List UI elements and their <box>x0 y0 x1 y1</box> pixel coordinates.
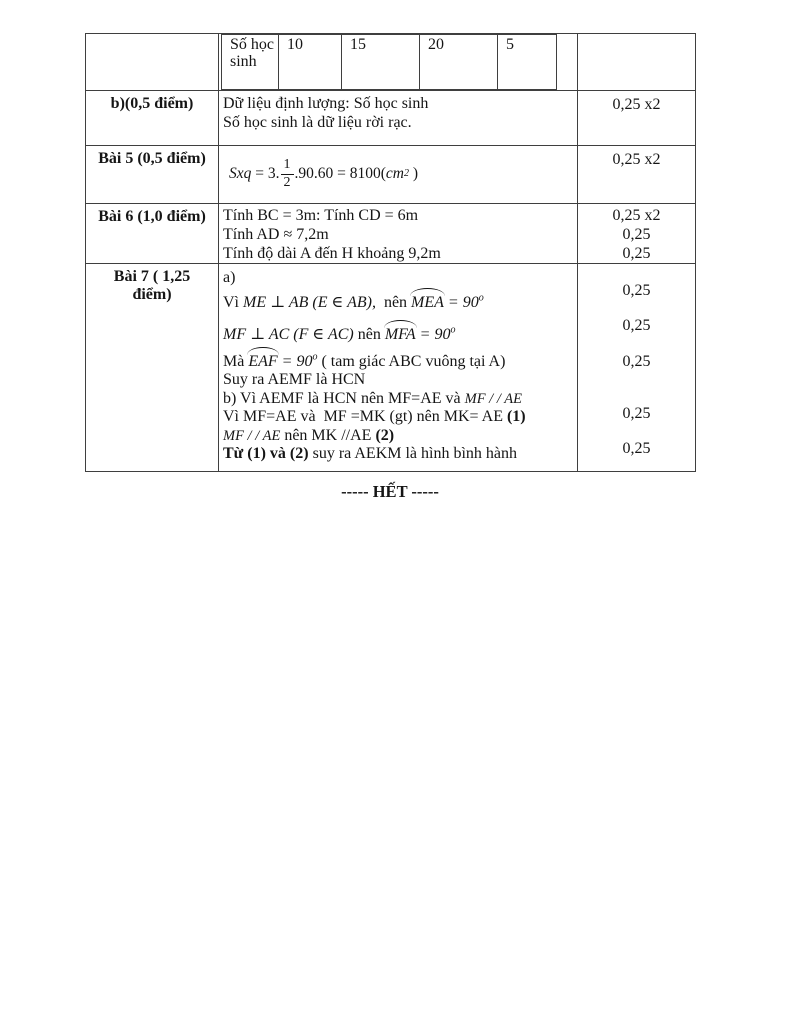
answer-line: Tính AD ≈ 7,2m <box>223 226 329 243</box>
text-segment: nên MK //AE <box>280 426 376 444</box>
degree-exponent: o <box>478 292 484 304</box>
frequency-sub-row <box>222 35 557 90</box>
answer-line <box>223 325 573 345</box>
text-segment: Vì <box>223 294 243 311</box>
frequency-value-cell: 5 <box>498 35 557 90</box>
points-value: 0,25 <box>622 405 651 422</box>
fraction-denominator: 2 <box>283 174 291 190</box>
row-label: Bài 6 (1,0 điểm) <box>86 204 219 264</box>
answer-line: a) <box>223 269 236 286</box>
points-value: 0,25 <box>622 282 651 299</box>
math-segment: = 90 <box>277 353 313 370</box>
answer-cell <box>219 91 578 146</box>
frequency-value-cell: 10 <box>279 35 342 90</box>
frequency-value-cell: 20 <box>420 35 498 90</box>
fraction-numerator: 1 <box>281 158 294 175</box>
frequency-sub-table <box>221 34 557 90</box>
text-segment: ( tam giác ABC vuông tại A) <box>317 353 506 370</box>
answer-key-table <box>85 33 696 472</box>
angle-arc-notation: MFA <box>384 326 416 343</box>
formula-text: .90.60 = 8100( <box>294 165 386 183</box>
answer-cell <box>219 264 578 472</box>
formula-unit: cm <box>385 165 404 183</box>
points-cell <box>578 264 696 472</box>
fraction <box>281 158 294 190</box>
angle-arc-notation: MEA <box>411 294 444 311</box>
frequency-value-cell: 15 <box>342 35 420 90</box>
math-segment: MF / / AE <box>223 427 281 444</box>
math-segment: = 90 <box>415 326 451 343</box>
row-label-line: điểm) <box>132 286 172 303</box>
answer-line: Tính độ dài A đến H khoảng 9,2m <box>223 245 441 262</box>
text-segment: b) Vì AEMF là HCN nên MF=AE và <box>223 389 465 407</box>
table-row-b <box>86 91 696 146</box>
answer-line <box>223 408 573 427</box>
formula-text: ) <box>409 165 419 183</box>
bold-segment: (1) <box>506 408 526 425</box>
answer-line <box>223 352 573 371</box>
points-value: 0,25 x2 <box>612 207 661 224</box>
points-value: 0,25 <box>622 317 651 334</box>
answer-line: Tính BC = 3m: Tính CD = 6m <box>223 207 419 224</box>
formula-variable: Sxq <box>229 165 252 183</box>
answer-line <box>223 390 573 409</box>
row-label <box>86 264 219 472</box>
degree-exponent: o <box>312 351 318 363</box>
math-segment: ME ⊥ AB (E ∈ AB), <box>243 294 376 311</box>
math-segment: MF / / AE <box>464 390 522 407</box>
angle-arc-notation: EAF <box>248 353 278 370</box>
table-row-bai7 <box>86 264 696 472</box>
points-value: 0,25 <box>622 245 651 262</box>
answer-line <box>223 445 573 464</box>
end-of-document-marker: ----- HẾT ----- <box>341 482 439 501</box>
degree-exponent: o <box>450 324 456 336</box>
text-segment: Vì MF=AE và MF =MK (gt) nên MK= AE <box>223 408 507 425</box>
answer-line <box>223 293 573 313</box>
row-label: b)(0,5 điểm) <box>86 91 219 146</box>
answer-line: Số học sinh là dữ liệu rời rạc. <box>223 114 412 131</box>
points-value: 0,25 <box>622 353 651 370</box>
table-row-bai5 <box>86 146 696 204</box>
row-label-line: Bài 7 ( 1,25 <box>113 268 191 285</box>
text-segment: nên <box>353 326 385 343</box>
text-segment: Mà <box>223 353 249 370</box>
bold-segment: (2) <box>375 426 395 444</box>
formula-text: = 3. <box>251 165 280 183</box>
points-cell: 0,25 x2 <box>578 146 696 204</box>
answer-line: Dữ liệu định lượng: Số học sinh <box>223 95 429 112</box>
math-segment: MF ⊥ AC (F ∈ AC) <box>223 326 354 343</box>
points-value: 0,25 <box>622 440 651 457</box>
points-value: 0,25 <box>622 226 651 243</box>
table-row-bai6 <box>86 204 696 264</box>
answer-line: Suy ra AEMF là HCN <box>223 371 366 388</box>
answer-cell <box>219 146 578 204</box>
frequency-cell <box>219 34 578 91</box>
answer-line <box>223 427 573 446</box>
answer-cell <box>219 204 578 264</box>
math-segment: = 90 <box>443 294 479 311</box>
points-cell: 0,25 x2 <box>578 91 696 146</box>
frequency-header-cell: Số học sinh <box>222 35 279 90</box>
text-segment: suy ra AEKM là hình bình hành <box>308 445 518 462</box>
points-cell <box>578 204 696 264</box>
text-segment: nên <box>375 294 412 311</box>
row-label: Bài 5 (0,5 điểm) <box>86 146 219 204</box>
empty-points-cell <box>578 34 696 91</box>
bold-segment: Từ (1) và (2) <box>223 445 309 462</box>
table-row-frequency <box>86 34 696 91</box>
empty-label-cell <box>86 34 219 91</box>
surface-area-formula: Sxq = 3. $\frac{1}{2}$ .90.60 = 8100( cm 2 ) <box>229 157 419 190</box>
